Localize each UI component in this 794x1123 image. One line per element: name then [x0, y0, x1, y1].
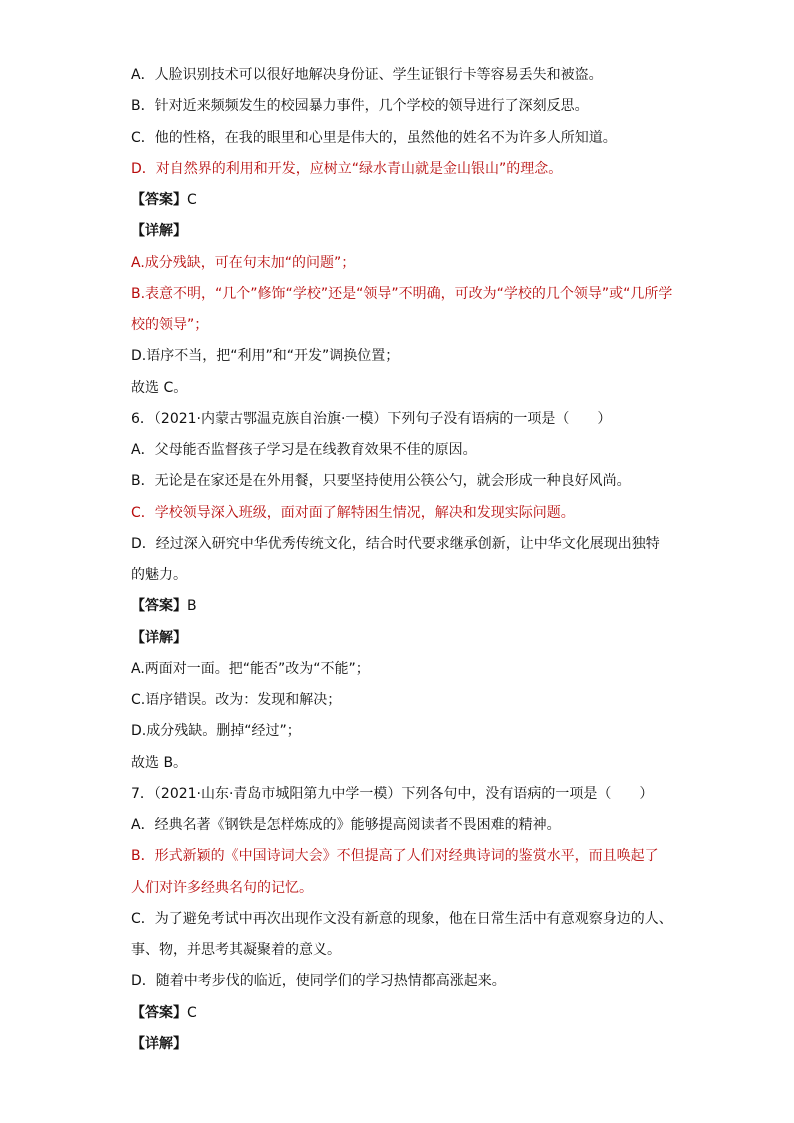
text-line: D.语序不当，把“利用”和“开发”调换位置； — [131, 348, 400, 365]
text-line: 7．（2021·山东·青岛市城阳第九中学一模）下列各句中，没有语病的一项是（ ） — [131, 785, 654, 802]
answer-value: C — [187, 1004, 197, 1021]
text-line: 人们对许多经典名句的记忆。 — [131, 879, 313, 896]
answer-value: C — [187, 192, 197, 208]
text-line: B.表意不明，“几个”修饰“学校”还是“领导”不明确，可改为“学校的几个领导”或“几所学 — [131, 285, 673, 302]
text-line: D．随着中考步伐的临近，使同学们的学习热情都高涨起来。 — [131, 973, 506, 990]
answer-label: 【答案】 — [131, 1004, 187, 1021]
text-line: C.语序错误。改为：发现和解决； — [131, 692, 342, 708]
text-line: B．无论是在家还是在外用餐，只要坚持使用公筷公勺，就会形成一种良好风尚。 — [131, 473, 631, 490]
text-line: 故选 C。 — [131, 379, 188, 396]
text-line: C．他的性格，在我的眼里和心里是伟大的，虽然他的姓名不为许多人所知道。 — [131, 129, 617, 146]
text-line: 【详解】 — [131, 629, 187, 646]
text-line: C．学校领导深入班级，面对面了解特困生情况，解决和发现实际问题。 — [131, 504, 575, 521]
text-line: A.两面对一面。把“能否”改为“不能”； — [131, 660, 370, 677]
text-line — [131, 597, 671, 615]
text-line: D．对自然界的利用和开发，应树立“绿水青山就是金山银山”的理念。 — [131, 160, 563, 177]
answer-value: B — [187, 598, 197, 615]
text-line: 【详解】 — [131, 223, 187, 240]
text-line: 的魅力。 — [131, 567, 187, 583]
text-line: A．人脸识别技术可以很好地解决身份证、学生证银行卡等容易丢失和被盗。 — [131, 67, 603, 83]
text-line: 校的领导”； — [131, 317, 209, 333]
text-line: 【详解】 — [131, 1035, 187, 1052]
text-line: C．为了避免考试中再次出现作文没有新意的现象，他在日常生活中有意观察身边的人、 — [131, 910, 673, 927]
text-line: 故选 B。 — [131, 754, 188, 771]
answer-label: 【答案】 — [131, 598, 187, 615]
text-line: D．经过深入研究中华优秀传统文化，结合时代要求继承创新，让中华文化展现出独特 — [131, 535, 660, 552]
text-line: A．经典名著《钢铁是怎样炼成的》能够提高阅读者不畏困难的精神。 — [131, 817, 561, 833]
text-line: 6．（2021·内蒙古鄂温克族自治旗·一模）下列句子没有语病的一项是（ ） — [131, 410, 612, 427]
text-line — [131, 191, 671, 209]
text-line — [131, 1004, 671, 1022]
answer-label: 【答案】 — [131, 192, 187, 208]
text-line: 事、物，并思考其凝聚着的意义。 — [131, 942, 341, 958]
text-line: A.成分残缺，可在句末加“的问题”； — [131, 254, 356, 271]
text-line: A．父母能否监督孩子学习是在线教育效果不佳的原因。 — [131, 442, 477, 458]
text-line: B．针对近来频频发生的校园暴力事件，几个学校的领导进行了深刻反思。 — [131, 98, 589, 115]
text-line: B．形式新颖的《中国诗词大会》不但提高了人们对经典诗词的鉴赏水平，而且唤起了 — [131, 848, 659, 865]
text-line: D.成分残缺。删掉“经过”； — [131, 723, 301, 740]
